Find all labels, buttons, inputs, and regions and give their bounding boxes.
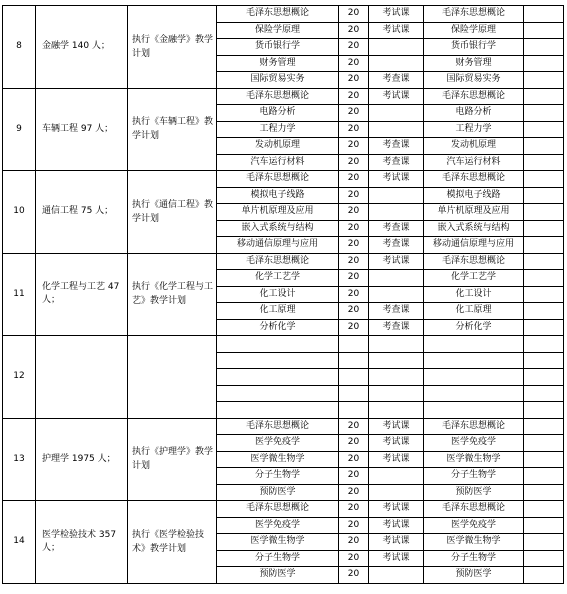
course-name-cell[interactable]: 毛泽东思想概论 xyxy=(217,171,339,188)
empty-cell[interactable] xyxy=(524,418,564,435)
teaching-plan-cell[interactable] xyxy=(128,336,217,419)
course-name-cell[interactable]: 毛泽东思想概论 xyxy=(217,418,339,435)
exam-type-cell[interactable]: 考试课 xyxy=(369,517,424,534)
empty-cell[interactable] xyxy=(524,204,564,221)
course-name-cell[interactable] xyxy=(217,352,339,369)
exam-type-cell[interactable]: 考试课 xyxy=(369,534,424,551)
course-name-cell[interactable]: 毛泽东思想概论 xyxy=(217,88,339,105)
course-name-cell[interactable]: 医学免疫学 xyxy=(217,517,339,534)
empty-cell[interactable] xyxy=(524,385,564,402)
course-name-cell[interactable]: 毛泽东思想概论 xyxy=(217,501,339,518)
empty-cell[interactable] xyxy=(524,402,564,419)
empty-cell[interactable] xyxy=(524,303,564,320)
course-name-cell[interactable]: 预防医学 xyxy=(217,567,339,584)
empty-cell[interactable] xyxy=(524,468,564,485)
course-name-cell[interactable]: 财务管理 xyxy=(217,55,339,72)
course-name-cell[interactable] xyxy=(217,402,339,419)
course-name-cell[interactable]: 工程力学 xyxy=(217,121,339,138)
exam-type-cell[interactable]: 考试课 xyxy=(369,171,424,188)
exam-type-cell[interactable]: 考查课 xyxy=(369,138,424,155)
exam-type-cell[interactable] xyxy=(369,352,424,369)
exam-type-cell[interactable]: 考试课 xyxy=(369,435,424,452)
hours-cell[interactable] xyxy=(339,385,369,402)
row-number-cell[interactable]: 13 xyxy=(3,418,36,501)
empty-cell[interactable] xyxy=(524,319,564,336)
exam-type-cell[interactable] xyxy=(369,39,424,56)
course-name-cell[interactable]: 化工原理 xyxy=(217,303,339,320)
table-row xyxy=(3,501,564,518)
course-table xyxy=(2,5,564,584)
hours-cell[interactable]: 20 xyxy=(339,105,369,122)
exam-type-cell[interactable]: 考试课 xyxy=(369,88,424,105)
hours-cell[interactable] xyxy=(339,369,369,386)
target-course-cell[interactable]: 化工原理 xyxy=(424,303,524,320)
table-row xyxy=(3,88,564,105)
exam-type-cell[interactable]: 考试课 xyxy=(369,501,424,518)
target-course-cell[interactable]: 保险学原理 xyxy=(424,22,524,39)
course-name-cell[interactable]: 毛泽东思想概论 xyxy=(217,6,339,23)
course-name-cell[interactable]: 发动机原理 xyxy=(217,138,339,155)
target-course-cell[interactable]: 毛泽东思想概论 xyxy=(424,501,524,518)
hours-cell[interactable] xyxy=(339,352,369,369)
exam-type-cell[interactable]: 考试课 xyxy=(369,22,424,39)
target-course-cell[interactable]: 毛泽东思想概论 xyxy=(424,6,524,23)
target-course-cell[interactable]: 毛泽东思想概论 xyxy=(424,418,524,435)
target-course-cell[interactable]: 电路分析 xyxy=(424,105,524,122)
exam-type-cell[interactable] xyxy=(369,204,424,221)
target-course-cell[interactable]: 移动通信原理与应用 xyxy=(424,237,524,254)
target-course-cell[interactable]: 医学免疫学 xyxy=(424,435,524,452)
hours-cell[interactable]: 20 xyxy=(339,550,369,567)
hours-cell[interactable]: 20 xyxy=(339,220,369,237)
empty-cell[interactable] xyxy=(524,451,564,468)
hours-cell[interactable] xyxy=(339,336,369,353)
empty-cell[interactable] xyxy=(524,237,564,254)
major-cell[interactable]: 化学工程与工艺 47 人； xyxy=(36,253,128,336)
table-row xyxy=(3,253,564,270)
hours-cell[interactable]: 20 xyxy=(339,319,369,336)
target-course-cell[interactable]: 预防医学 xyxy=(424,484,524,501)
table-body xyxy=(3,6,564,584)
course-name-cell[interactable]: 电路分析 xyxy=(217,105,339,122)
target-course-cell[interactable]: 嵌入式系统与结构 xyxy=(424,220,524,237)
empty-cell[interactable] xyxy=(524,550,564,567)
hours-cell[interactable]: 20 xyxy=(339,270,369,287)
course-name-cell[interactable]: 化工设计 xyxy=(217,286,339,303)
exam-type-cell[interactable]: 考查课 xyxy=(369,237,424,254)
target-course-cell[interactable]: 毛泽东思想概论 xyxy=(424,253,524,270)
hours-cell[interactable]: 20 xyxy=(339,484,369,501)
hours-cell[interactable]: 20 xyxy=(339,39,369,56)
target-course-cell[interactable]: 分子生物学 xyxy=(424,468,524,485)
teaching-plan-cell[interactable]: 执行《通信工程》教学计划 xyxy=(128,171,217,254)
course-name-cell[interactable]: 国际贸易实务 xyxy=(217,72,339,89)
row-number-cell[interactable]: 9 xyxy=(3,88,36,171)
row-number-cell[interactable]: 12 xyxy=(3,336,36,419)
exam-type-cell[interactable] xyxy=(369,121,424,138)
course-name-cell[interactable]: 化学工艺学 xyxy=(217,270,339,287)
hours-cell[interactable]: 20 xyxy=(339,22,369,39)
course-name-cell[interactable]: 毛泽东思想概论 xyxy=(217,253,339,270)
empty-cell[interactable] xyxy=(524,517,564,534)
major-cell[interactable]: 护理学 1975 人； xyxy=(36,418,128,501)
hours-cell[interactable]: 20 xyxy=(339,154,369,171)
empty-cell[interactable] xyxy=(524,352,564,369)
teaching-plan-cell[interactable]: 执行《化学工程与工艺》教学计划 xyxy=(128,253,217,336)
exam-type-cell[interactable] xyxy=(369,187,424,204)
course-name-cell[interactable]: 医学微生物学 xyxy=(217,451,339,468)
exam-type-cell[interactable]: 考试课 xyxy=(369,418,424,435)
row-number-cell[interactable]: 14 xyxy=(3,501,36,584)
course-name-cell[interactable] xyxy=(217,336,339,353)
empty-cell[interactable] xyxy=(524,286,564,303)
table-row xyxy=(3,336,564,353)
hours-cell[interactable]: 20 xyxy=(339,418,369,435)
hours-cell[interactable] xyxy=(339,402,369,419)
course-name-cell[interactable]: 嵌入式系统与结构 xyxy=(217,220,339,237)
course-name-cell[interactable]: 分子生物学 xyxy=(217,468,339,485)
course-name-cell[interactable]: 货币银行学 xyxy=(217,39,339,56)
teaching-plan-cell[interactable]: 执行《医学检验技术》教学计划 xyxy=(128,501,217,584)
target-course-cell[interactable]: 模拟电子线路 xyxy=(424,187,524,204)
course-name-cell[interactable]: 移动通信原理与应用 xyxy=(217,237,339,254)
exam-type-cell[interactable] xyxy=(369,105,424,122)
exam-type-cell[interactable]: 考查课 xyxy=(369,154,424,171)
row-number-cell[interactable]: 11 xyxy=(3,253,36,336)
course-name-cell[interactable]: 模拟电子线路 xyxy=(217,187,339,204)
empty-cell[interactable] xyxy=(524,369,564,386)
exam-type-cell[interactable]: 考查课 xyxy=(369,220,424,237)
exam-type-cell[interactable] xyxy=(369,385,424,402)
target-course-cell[interactable] xyxy=(424,385,524,402)
exam-type-cell[interactable] xyxy=(369,567,424,584)
hours-cell[interactable]: 20 xyxy=(339,204,369,221)
target-course-cell[interactable]: 财务管理 xyxy=(424,55,524,72)
target-course-cell[interactable]: 医学微生物学 xyxy=(424,534,524,551)
course-name-cell[interactable]: 预防医学 xyxy=(217,484,339,501)
empty-cell[interactable] xyxy=(524,534,564,551)
table-row xyxy=(3,6,564,23)
empty-cell[interactable] xyxy=(524,121,564,138)
course-name-cell[interactable]: 单片机原理及应用 xyxy=(217,204,339,221)
empty-cell[interactable] xyxy=(524,484,564,501)
exam-type-cell[interactable]: 考试课 xyxy=(369,451,424,468)
hours-cell[interactable]: 20 xyxy=(339,138,369,155)
empty-cell[interactable] xyxy=(524,253,564,270)
course-name-cell[interactable] xyxy=(217,385,339,402)
empty-cell[interactable] xyxy=(524,6,564,23)
empty-cell[interactable] xyxy=(524,567,564,584)
row-number-cell[interactable]: 8 xyxy=(3,6,36,89)
exam-type-cell[interactable] xyxy=(369,468,424,485)
row-number-cell[interactable]: 10 xyxy=(3,171,36,254)
hours-cell[interactable]: 20 xyxy=(339,253,369,270)
exam-type-cell[interactable] xyxy=(369,55,424,72)
major-cell[interactable] xyxy=(36,336,128,419)
target-course-cell[interactable]: 医学微生物学 xyxy=(424,451,524,468)
empty-cell[interactable] xyxy=(524,220,564,237)
target-course-cell[interactable]: 货币银行学 xyxy=(424,39,524,56)
exam-type-cell[interactable] xyxy=(369,402,424,419)
hours-cell[interactable]: 20 xyxy=(339,435,369,452)
teaching-plan-cell[interactable]: 执行《车辆工程》教学计划 xyxy=(128,88,217,171)
empty-cell[interactable] xyxy=(524,336,564,353)
course-name-cell[interactable]: 医学微生物学 xyxy=(217,534,339,551)
hours-cell[interactable]: 20 xyxy=(339,534,369,551)
empty-cell[interactable] xyxy=(524,55,564,72)
major-cell[interactable]: 金融学 140 人； xyxy=(36,6,128,89)
target-course-cell[interactable]: 分子生物学 xyxy=(424,550,524,567)
empty-cell[interactable] xyxy=(524,154,564,171)
course-name-cell[interactable]: 医学免疫学 xyxy=(217,435,339,452)
target-course-cell[interactable]: 毛泽东思想概论 xyxy=(424,88,524,105)
empty-cell[interactable] xyxy=(524,187,564,204)
hours-cell[interactable]: 20 xyxy=(339,517,369,534)
hours-cell[interactable]: 20 xyxy=(339,567,369,584)
course-name-cell[interactable]: 汽车运行材料 xyxy=(217,154,339,171)
hours-cell[interactable]: 20 xyxy=(339,286,369,303)
table-row xyxy=(3,171,564,188)
hours-cell[interactable]: 20 xyxy=(339,451,369,468)
hours-cell[interactable]: 20 xyxy=(339,237,369,254)
empty-cell[interactable] xyxy=(524,171,564,188)
course-name-cell[interactable]: 保险学原理 xyxy=(217,22,339,39)
hours-cell[interactable]: 20 xyxy=(339,187,369,204)
course-name-cell[interactable]: 分子生物学 xyxy=(217,550,339,567)
target-course-cell[interactable] xyxy=(424,352,524,369)
hours-cell[interactable]: 20 xyxy=(339,501,369,518)
exam-type-cell[interactable]: 考查课 xyxy=(369,319,424,336)
empty-cell[interactable] xyxy=(524,88,564,105)
target-course-cell[interactable] xyxy=(424,402,524,419)
hours-cell[interactable]: 20 xyxy=(339,121,369,138)
empty-cell[interactable] xyxy=(524,501,564,518)
major-cell[interactable]: 车辆工程 97 人； xyxy=(36,88,128,171)
target-course-cell[interactable]: 预防医学 xyxy=(424,567,524,584)
major-cell[interactable]: 通信工程 75 人； xyxy=(36,171,128,254)
hours-cell[interactable]: 20 xyxy=(339,468,369,485)
target-course-cell[interactable]: 毛泽东思想概论 xyxy=(424,171,524,188)
target-course-cell[interactable]: 化工设计 xyxy=(424,286,524,303)
hours-cell[interactable]: 20 xyxy=(339,55,369,72)
exam-type-cell[interactable] xyxy=(369,369,424,386)
table-row xyxy=(3,418,564,435)
target-course-cell[interactable] xyxy=(424,336,524,353)
exam-type-cell[interactable] xyxy=(369,286,424,303)
empty-cell[interactable] xyxy=(524,22,564,39)
empty-cell[interactable] xyxy=(524,105,564,122)
exam-type-cell[interactable] xyxy=(369,484,424,501)
teaching-plan-cell[interactable]: 执行《金融学》教学计划 xyxy=(128,6,217,89)
target-course-cell[interactable]: 发动机原理 xyxy=(424,138,524,155)
course-name-cell[interactable] xyxy=(217,369,339,386)
target-course-cell[interactable]: 国际贸易实务 xyxy=(424,72,524,89)
target-course-cell[interactable]: 工程力学 xyxy=(424,121,524,138)
hours-cell[interactable]: 20 xyxy=(339,72,369,89)
target-course-cell[interactable]: 汽车运行材料 xyxy=(424,154,524,171)
target-course-cell[interactable]: 分析化学 xyxy=(424,319,524,336)
exam-type-cell[interactable] xyxy=(369,336,424,353)
empty-cell[interactable] xyxy=(524,138,564,155)
exam-type-cell[interactable]: 考试课 xyxy=(369,550,424,567)
target-course-cell[interactable] xyxy=(424,369,524,386)
hours-cell[interactable]: 20 xyxy=(339,88,369,105)
hours-cell[interactable]: 20 xyxy=(339,303,369,320)
exam-type-cell[interactable] xyxy=(369,270,424,287)
major-cell[interactable]: 医学检验技术 357 人； xyxy=(36,501,128,584)
empty-cell[interactable] xyxy=(524,435,564,452)
teaching-plan-cell[interactable]: 执行《护理学》教学计划 xyxy=(128,418,217,501)
hours-cell[interactable]: 20 xyxy=(339,6,369,23)
target-course-cell[interactable]: 化学工艺学 xyxy=(424,270,524,287)
exam-type-cell[interactable]: 考查课 xyxy=(369,72,424,89)
empty-cell[interactable] xyxy=(524,72,564,89)
course-name-cell[interactable]: 分析化学 xyxy=(217,319,339,336)
target-course-cell[interactable]: 单片机原理及应用 xyxy=(424,204,524,221)
target-course-cell[interactable]: 医学免疫学 xyxy=(424,517,524,534)
empty-cell[interactable] xyxy=(524,270,564,287)
hours-cell[interactable]: 20 xyxy=(339,171,369,188)
exam-type-cell[interactable]: 考试课 xyxy=(369,6,424,23)
empty-cell[interactable] xyxy=(524,39,564,56)
exam-type-cell[interactable]: 考查课 xyxy=(369,303,424,320)
exam-type-cell[interactable]: 考试课 xyxy=(369,253,424,270)
